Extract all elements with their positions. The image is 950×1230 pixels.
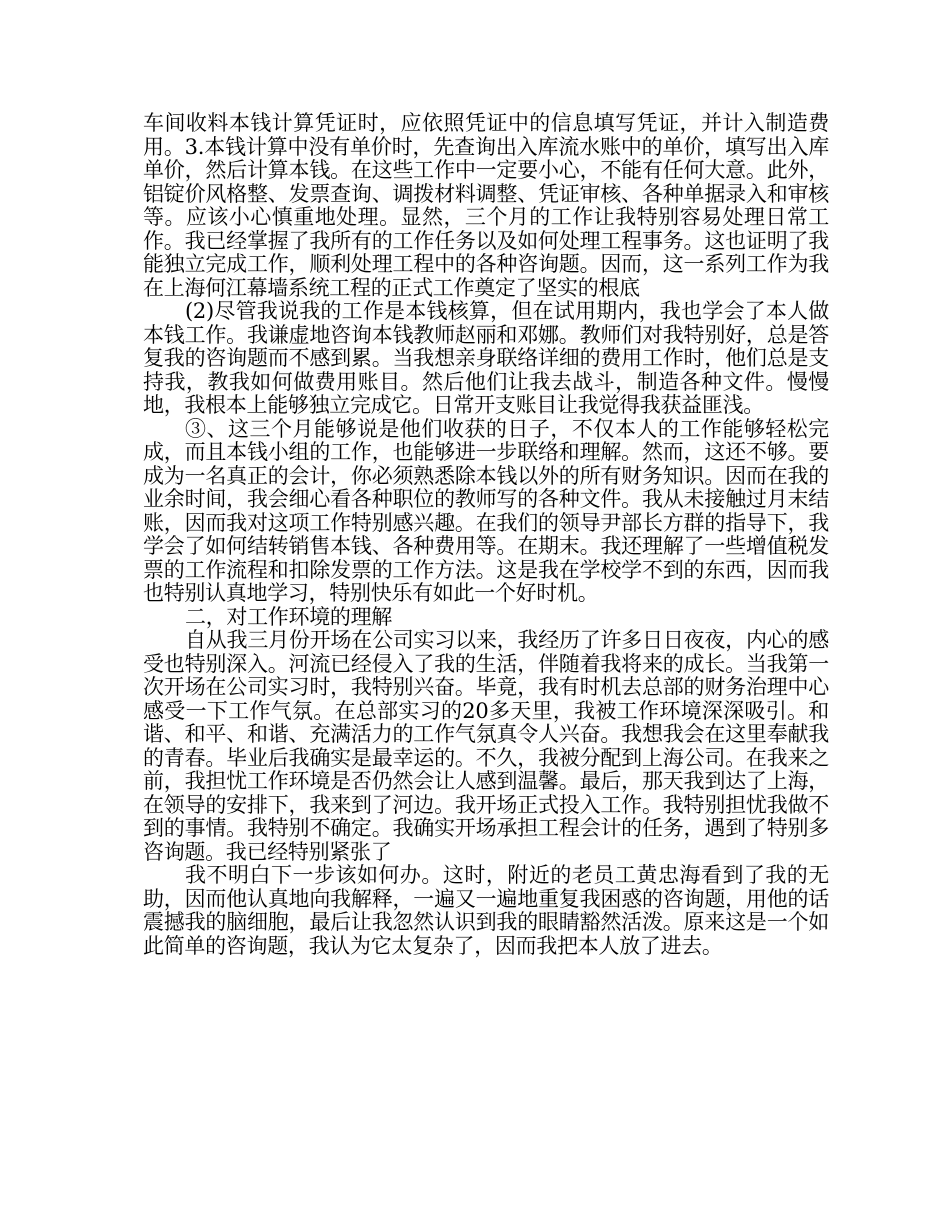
paragraph-cost-vouchers: 车间收料本钱计算凭证时，应依照凭证中的信息填写凭证，并计入制造费用。3.本钱计算中没有单价时，先查询出入库流水账中的单价，填写出入库单价，然后计算本钱。在这些工作中一定要小心，不能有任何大意。此外，铝锭价风格整、发票查询、调拨材料调整、凭证审核、各种单据录入和审核等。应该小心慎重地处理。显然，三个月的工作让我特别容易处理日常工作。我已经掌握了我所有的工作任务以及如何处理工程事务。这也证明了我能独立完成工作，顺利处理工程中的各种咨询题。因而，这一系列工作为我在上海何江幕墙系统工程的正式工作奠定了坚实的根底 [143,111,829,300]
document-body [143,112,829,958]
paragraph-cost-accounting-learning: (2)尽管我说我的工作是本钱核算，但在试用期内，我也学会了本人做本钱工作。我谦虚地咨询本钱教师赵丽和邓娜。教师们对我特别好，总是答复我的咨询题而不感到累。当我想亲身联络详细的费用工作时，他们总是支持我，教我如何做费用账目。然后他们让我去战斗，制造各种文件。慢慢地，我根本上能够独立完成它。日常开支账目让我觉得我获益匪浅。 [143,299,829,417]
paragraph-colleague-help: 我不明白下一步该如何办。这时，附近的老员工黄忠海看到了我的无助，因而他认真地向我解释，一遍又一遍地重复我困惑的咨询题，用他的话震撼我的脑细胞，最后让我忽然认识到我的眼睛豁然活泼。原来这是一个如此简单的咨询题，我认为它太复杂了，因而我把本人放了进去。 [143,863,829,958]
paragraph-three-months-harvest: ③、这三个月能够说是他们收获的日子，不仅本人的工作能够轻松完成，而且本钱小组的工作，也能够进一步联络和理解。然而，这还不够。要成为一名真正的会计，你必须熟悉除本钱以外的所有财务知识。因而在我的业余时间，我会细心看各种职位的教师写的各种文件。我从未接触过月末结账，因而我对这项工作特别感兴趣。在我们的领导尹部长方群的指导下，我学会了如何结转销售本钱、各种费用等。在期末。我还理解了一些增值税发票的工作流程和扣除发票的工作方法。这是我在学校学不到的东西，因而我也特别认真地学习，特别快乐有如此一个好时机。 [143,416,829,605]
section-heading-work-environment: 二，对工作环境的理解 [185,604,392,629]
paragraph-internship-experience: 自从我三月份开场在公司实习以来，我经历了许多日日夜夜，内心的感受也特别深入。河流已经侵入了我的生活，伴随着我将来的成长。当我第一次开场在公司实习时，我特别兴奋。毕竟，我有时机去总部的财务治理中心感受一下工作气氛。在总部实习的20多天里，我被工作环境深深吸引。和谐、和平、和谐、充满活力的工作气氛真令人兴奋。我想我会在这里奉献我的青春。毕业后我确实是最幸运的。不久，我被分配到上海公司。在我来之前，我担忧工作环境是否仍然会让人感到温馨。最后，那天我到达了上海，在领导的安排下，我来到了河边。我开场正式投入工作。我特别担忧我做不到的事情。我特别不确定。我确实开场承担工程会计的任务，遇到了特别多咨询题。我已经特别紧张了 [143,628,829,864]
